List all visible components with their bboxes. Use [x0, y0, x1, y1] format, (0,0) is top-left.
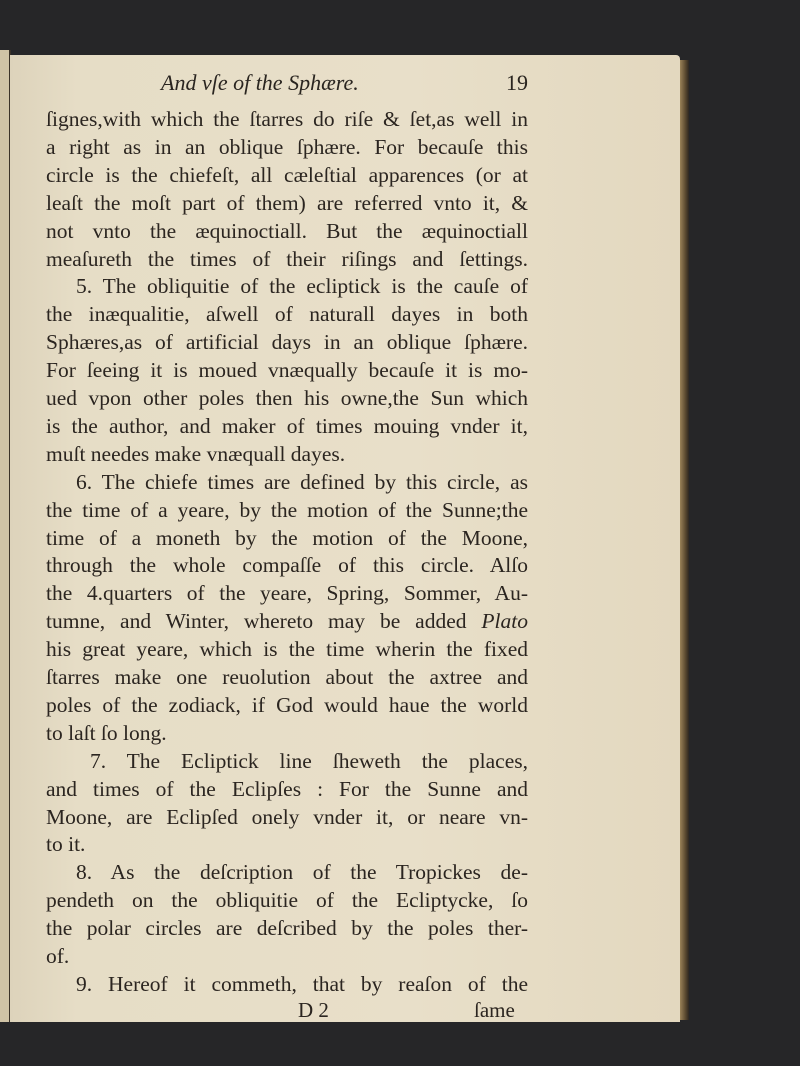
text-line: ſtarres make one reuolution about the axtree and [46, 665, 528, 689]
text-line: of. [46, 944, 70, 968]
text-line [46, 608, 528, 634]
text-line: through the whole compaſſe of this circle. Alſo [46, 553, 528, 578]
text-line: For ſeeing it is moued vnæqually becauſe it is mo- [46, 358, 528, 383]
text-line: Sphæres,as of artificial days in an oblique ſphære. [46, 330, 528, 355]
text-line: 6. The chiefe times are defined by this circle, as [76, 469, 528, 494]
text-segment: tumne, and Winter, whereto may be added [46, 609, 467, 634]
italic-name: Plato [481, 609, 528, 634]
page-number: 19 [506, 70, 528, 95]
text-line: meaſureth the times of their riſings and ſettings. [46, 246, 528, 271]
text-line: not vnto the æquinoctiall. But the æquinoctiall [46, 218, 528, 243]
text-line: the polar circles are deſcribed by the poles ther- [46, 916, 528, 941]
text-line: 9. Hereof it commeth, that by reaſon of the [76, 971, 528, 996]
text-line: is the author, and maker of times mouing vnder it, [46, 413, 528, 438]
text-line: a right as in an oblique ſphære. For becauſe this [46, 134, 528, 159]
page-block-edge [680, 60, 689, 1020]
text-line: poles of the zodiack, if God would haue the world [46, 692, 528, 717]
signature-mark: D 2 [298, 998, 329, 1022]
text-line: circle is the chiefeſt, all cæleſtial apparences (or at [46, 162, 528, 187]
text-line: 5. The obliquitie of the ecliptick is the cauſe of [76, 274, 528, 299]
text-line: to it. [46, 832, 86, 857]
text-line: the 4.quarters of the yeare, Spring, Sommer, Au- [46, 581, 528, 606]
text-line: his great yeare, which is the time wherin the fixed [46, 637, 528, 662]
text-line: 8. As the deſcription of the Tropickes de- [76, 860, 528, 885]
running-title: And vſe of the Sphære. [161, 70, 359, 95]
text-line: leaſt the moſt part of them) are referred vnto it, & [46, 190, 528, 215]
text-line: to laſt ſo long. [46, 720, 167, 745]
catchword: ſame [474, 998, 515, 1022]
text-line: the time of a yeare, by the motion of the Sunne;the [46, 497, 528, 522]
text-line: muſt needes make vnæquall dayes. [46, 441, 346, 466]
text-line: and times of the Eclipſes : For the Sunne and [46, 776, 528, 801]
text-line: ued vpon other poles then his owne,the Sun which [46, 386, 528, 410]
page-header [46, 70, 528, 96]
text-line: time of a moneth by the motion of the Moone, [46, 525, 528, 550]
text-line: pendeth on the obliquitie of the Ecliptycke, ſo [46, 888, 528, 913]
text-line: Moone, are Eclipſed onely vnder it, or neare vn- [46, 804, 528, 829]
text-line: ſignes,with which the ſtarres do riſe & ſet,as well in [46, 107, 528, 131]
text-line: the inæqualitie, aſwell of naturall dayes in both [46, 302, 528, 327]
text-line: 7. The Ecliptick line ſheweth the places, [90, 748, 528, 773]
